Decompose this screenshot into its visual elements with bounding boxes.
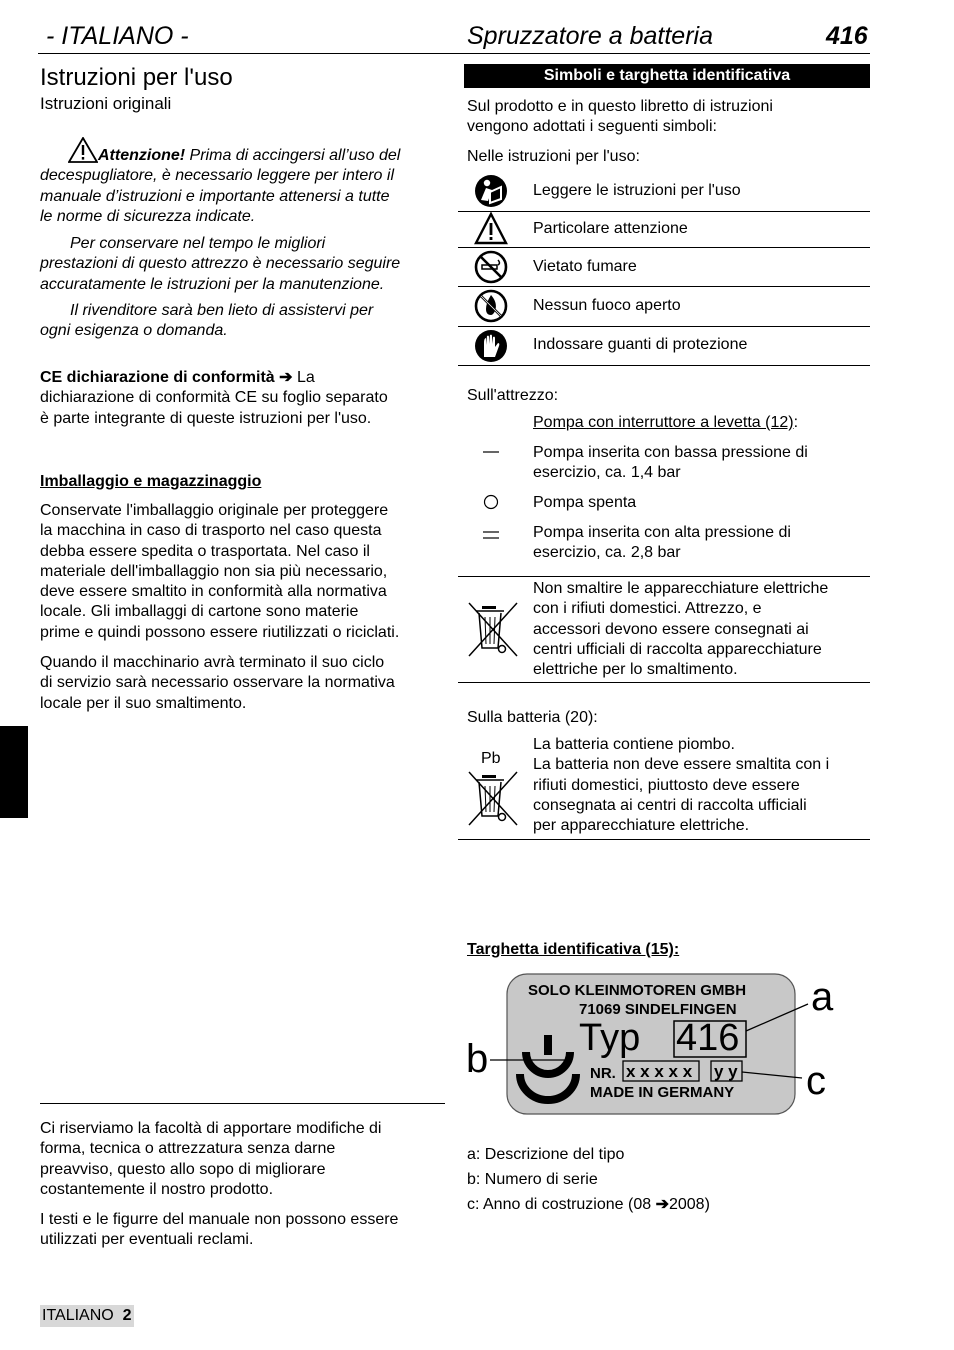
footnote-rule (40, 1103, 445, 1104)
no-smoking-icon (474, 250, 508, 284)
footer-page-label (40, 1305, 134, 1327)
symbol-label: Leggere le istruzioni per l'uso (533, 182, 741, 199)
callout-b: b (466, 1037, 489, 1081)
legend-c: c: Anno di costruzione (08 ➔2008) (467, 1196, 710, 1213)
high-pressure-icon (482, 530, 500, 540)
weee-bottom-rule (458, 682, 870, 683)
legend-b: b: Numero di serie (467, 1171, 598, 1188)
callout-c: c (806, 1059, 826, 1103)
reservation-paragraph: Ci riserviamo la facoltà di apportare modifiche di forma, tecnica o attrezzatura senza darne preavviso, questo allo sopo di migliorare costantemente il nostro prodotto. (40, 1120, 382, 1198)
pump-off-icon (483, 494, 499, 510)
arrow-icon: ➔ (655, 1196, 669, 1213)
symbol-label: Nessun fuoco aperto (533, 297, 681, 314)
symbols-banner: Simboli e targhetta identificativa (464, 64, 870, 88)
footer-language: ITALIANO (42, 1307, 114, 1324)
plate-model: 416 (676, 1017, 740, 1059)
page-title: Istruzioni per l'uso (40, 64, 233, 91)
packaging-paragraph: Conservate l'imballaggio originale per proteggere la macchina in caso di trasporto nel caso questa debba essere spedita o trasportata. Nel caso il materiale dell'imballaggio non sia più necessario, deve essere smaltito in conformità alla normativa locale. Gli imballaggi di cartone sono materie prime e quindi possono essere riutilizzati o riciclati. (40, 502, 400, 641)
plate-city: 71069 SINDELFINGEN (579, 1001, 737, 1018)
pump-high-pressure-text: Pompa inserita con alta pressione di esercizio, ca. 2,8 bar (533, 524, 791, 562)
rating-plate-heading: Targhetta identificativa (15): (467, 941, 680, 958)
battery-text: La batteria contiene piombo. La batteria non deve essere smaltita con i rifiuti domestici, piuttosto deve essere consegnata ai centri di raccolta ufficiali per apparecchiature elettriche. (533, 736, 830, 835)
lead-symbol-text: Pb (481, 750, 501, 767)
low-pressure-icon (482, 449, 500, 455)
rating-plate-figure (460, 968, 870, 1120)
warning-lead: Attenzione! (98, 147, 186, 164)
pump-low-pressure-text: Pompa inserita con bassa pressione di esercizio, ca. 1,4 bar (533, 444, 808, 482)
maintenance-paragraph: Per conservare nel tempo le migliori prestazioni di questo attrezzo è necessario seguire accuratamente le istruzioni per la manutenzione. (40, 235, 401, 293)
symbol-row-no-smoking (458, 248, 870, 287)
symbol-row-gloves (458, 327, 870, 366)
claims-paragraph: I testi e le figurre del manuale non possono essere utilizzati per eventuali reclami. (40, 1211, 399, 1249)
header-model-number: 416 (826, 22, 868, 50)
callout-a: a (811, 975, 834, 1019)
ce-lead: CE dichiarazione di conformità (40, 369, 280, 386)
plate-nr-label: NR. (590, 1065, 616, 1082)
weee-text: Non smaltire le apparecchiature elettriche con i rifiuti domestici. Attrezzo, e accessori devono essere consegnati ai centri ufficiali di raccolta apparecchiature elettriche per lo smaltimento. (533, 580, 829, 679)
pump-off-text: Pompa spenta (533, 494, 637, 511)
plate-made-in: MADE IN GERMANY (590, 1084, 735, 1101)
symbol-label: Vietato fumare (533, 258, 637, 275)
symbols-intro: Sul prodotto e in questo libretto di istruzioni vengono adottati i seguenti simboli: (467, 98, 773, 136)
no-open-fire-icon (474, 289, 508, 323)
plate-typ-label: Typ (579, 1017, 641, 1059)
header-language: - ITALIANO - (46, 22, 189, 50)
header-product-title: Spruzzatore a batteria (467, 22, 713, 50)
symbol-label: Indossare guanti di protezione (533, 336, 748, 353)
tool-symbols-label: Sull'attrezzo: (467, 387, 559, 404)
arrow-icon: ➔ (279, 369, 293, 386)
symbol-row-no-fire (458, 287, 870, 327)
crossed-bin-icon (466, 770, 520, 828)
section-thumb-tab (0, 726, 28, 818)
header-rule (38, 53, 870, 54)
dealer-paragraph: Il rivenditore sarà ben lieto di assistervi per ogni esigenza o domanda. (40, 302, 374, 340)
manual-symbols-label: Nelle istruzioni per l'uso: (467, 148, 640, 165)
plate-year-placeholder: y y (714, 1062, 738, 1081)
plate-serial-placeholder: x x x x x (626, 1062, 693, 1081)
weee-top-rule (458, 576, 870, 577)
plate-company: SOLO KLEINMOTOREN GMBH (528, 982, 747, 999)
symbol-label: Particolare attenzione (533, 220, 688, 237)
read-manual-icon (474, 174, 508, 208)
symbol-row-read-manual (458, 172, 870, 212)
packaging-heading: Imballaggio e magazzinaggio (40, 473, 262, 490)
battery-symbols-label: Sulla batteria (20): (467, 709, 598, 726)
warning-triangle-icon (474, 212, 508, 246)
gloves-icon (474, 329, 508, 363)
legend-a: a: Descrizione del tipo (467, 1146, 625, 1163)
footer-page-number: 2 (122, 1307, 132, 1324)
warning-paragraph: Attenzione! Prima di accingersi all’uso del decespugliatore, è necessario leggere per intero il manuale d’istruzioni e importante attenersi a tutte le norme di sicurezza indicate. (40, 147, 401, 225)
page-subtitle: Istruzioni originali (40, 94, 172, 113)
symbol-row-attention (458, 212, 870, 248)
battery-bottom-rule (458, 839, 870, 840)
pump-switch-heading: Pompa con interruttore a levetta (12): (533, 414, 799, 431)
disposal-paragraph: Quando il macchinario avrà terminato il suo ciclo di servizio sarà necessario osservare la normativa locale per il suo smaltimento. (40, 654, 395, 712)
ce-declaration-paragraph: CE dichiarazione di conformità ➔ La dichiarazione di conformità CE su foglio separato è parte integrante di queste istruzioni per l'uso. (40, 369, 388, 427)
crossed-bin-icon (466, 600, 520, 660)
